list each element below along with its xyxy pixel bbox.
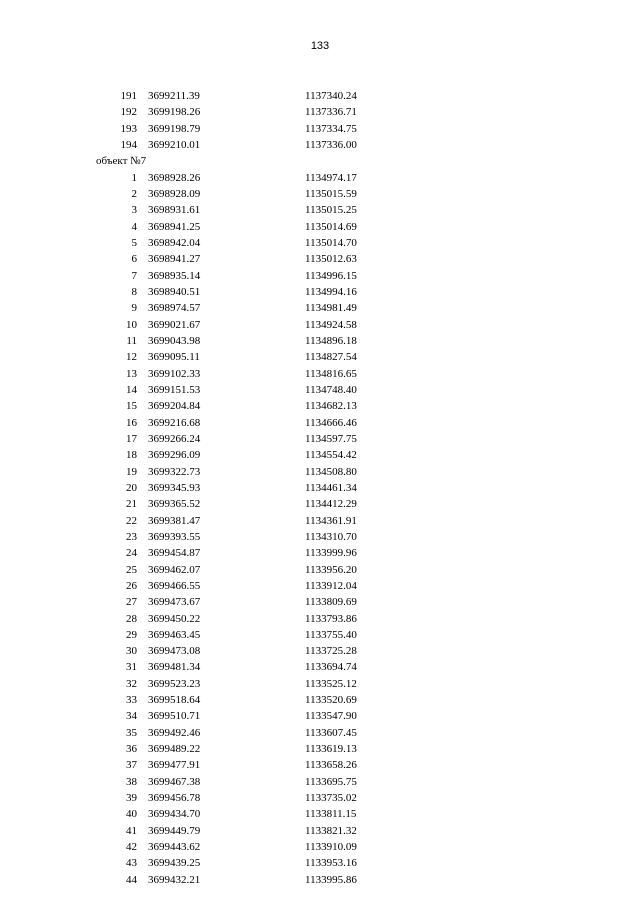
section-header-row [0, 153, 640, 169]
coordinate-row [0, 611, 640, 627]
point-number: 44 [126, 873, 137, 886]
coordinate-y: 1133525.12 [305, 677, 357, 690]
coordinate-y: 1133953.16 [305, 857, 357, 870]
coordinate-x: 3699454.87 [148, 547, 201, 560]
point-number: 23 [126, 530, 137, 543]
coordinate-x: 3699439.25 [148, 857, 201, 870]
coordinate-row [0, 741, 640, 757]
coordinate-row [0, 496, 640, 512]
coordinate-x: 3698928.09 [148, 187, 201, 200]
point-number: 29 [126, 628, 137, 641]
coordinate-x: 3699211.39 [148, 90, 200, 102]
coordinate-x: 3699473.08 [148, 645, 201, 658]
point-number: 25 [126, 563, 137, 576]
point-number: 18 [126, 449, 137, 462]
coordinate-row [0, 235, 640, 251]
point-number: 10 [126, 318, 137, 331]
coordinate-row [0, 251, 640, 267]
point-number: 2 [131, 187, 137, 200]
point-number: 32 [126, 677, 137, 690]
coordinate-x: 3699492.46 [148, 726, 201, 739]
point-number: 9 [131, 302, 137, 315]
coordinate-row [0, 284, 640, 300]
coordinate-y: 1134974.17 [305, 171, 357, 184]
coordinate-y: 1133999.96 [305, 547, 357, 560]
point-number: 41 [126, 824, 137, 837]
coordinate-x: 3698931.61 [148, 204, 201, 217]
coordinate-row [0, 186, 640, 202]
coordinate-x: 3699443.62 [148, 841, 201, 854]
coordinate-x: 3698974.57 [148, 302, 201, 315]
coordinate-y: 1135012.63 [305, 253, 357, 266]
point-number: 20 [126, 481, 137, 494]
coordinate-x: 3698941.25 [148, 220, 201, 233]
coordinate-y: 1134682.13 [305, 400, 357, 413]
coordinate-row [0, 562, 640, 578]
coordinate-x: 3699198.79 [148, 122, 201, 135]
coordinate-y: 1133811.15 [305, 808, 357, 821]
point-number: 8 [131, 285, 137, 298]
point-number: 39 [126, 792, 137, 805]
coordinate-y: 1133607.45 [305, 726, 357, 739]
point-number: 35 [126, 726, 137, 739]
coordinate-x: 3699432.21 [148, 873, 201, 886]
coordinate-row [0, 88, 640, 104]
coordinate-row [0, 839, 640, 855]
coordinate-x: 3698940.51 [148, 285, 201, 298]
coordinate-row [0, 513, 640, 529]
coordinate-y: 1133694.74 [305, 661, 357, 674]
coordinate-row [0, 480, 640, 496]
coordinate-row [0, 349, 640, 365]
coordinate-y: 1134597.75 [305, 432, 357, 445]
coordinate-y: 1134827.54 [305, 351, 357, 364]
coordinate-row [0, 872, 640, 888]
point-number: 22 [126, 514, 137, 527]
coordinate-row [0, 725, 640, 741]
coordinate-list [0, 88, 640, 888]
coordinate-y: 1135014.70 [305, 236, 357, 249]
coordinate-x: 3699456.78 [148, 792, 201, 805]
coordinate-row [0, 676, 640, 692]
coordinate-row [0, 104, 640, 120]
point-number: 191 [120, 90, 137, 102]
coordinate-y: 1134896.18 [305, 334, 357, 347]
coordinate-row [0, 855, 640, 871]
coordinate-y: 1134816.65 [305, 367, 357, 380]
point-number: 193 [120, 122, 137, 135]
point-number: 3 [131, 204, 137, 217]
coordinate-row [0, 398, 640, 414]
coordinate-x: 3699450.22 [148, 612, 201, 625]
coordinate-row [0, 643, 640, 659]
coordinate-y: 1137336.00 [305, 138, 357, 151]
point-number: 6 [131, 253, 137, 266]
coordinate-x: 3699021.67 [148, 318, 201, 331]
coordinate-x: 3699216.68 [148, 416, 201, 429]
coordinate-y: 1133793.86 [305, 612, 357, 625]
coordinate-row [0, 594, 640, 610]
coordinate-x: 3699198.26 [148, 106, 201, 119]
point-number: 42 [126, 841, 137, 854]
coordinate-x: 3699210.01 [148, 138, 201, 151]
point-number: 27 [126, 596, 137, 609]
coordinate-y: 1133658.26 [305, 759, 357, 772]
coordinate-x: 3699393.55 [148, 530, 201, 543]
coordinate-y: 1134994.16 [305, 285, 357, 298]
coordinate-y: 1134748.40 [305, 383, 357, 396]
coordinate-x: 3699043.98 [148, 334, 201, 347]
point-number: 194 [120, 138, 137, 151]
coordinate-row [0, 545, 640, 561]
coordinate-x: 3699204.84 [148, 400, 201, 413]
coordinate-y: 1135014.69 [305, 220, 357, 233]
coordinate-y: 1137334.75 [305, 122, 357, 135]
coordinate-y: 1133619.13 [305, 743, 357, 756]
coordinate-y: 1133695.75 [305, 775, 357, 788]
point-number: 31 [126, 661, 137, 674]
coordinate-x: 3699095.11 [148, 351, 200, 364]
coordinate-x: 3699381.47 [148, 514, 201, 527]
point-number: 16 [126, 416, 137, 429]
coordinate-row [0, 578, 640, 594]
coordinate-y: 1137340.24 [305, 90, 357, 102]
coordinate-row [0, 790, 640, 806]
coordinate-x: 3699523.23 [148, 677, 201, 690]
coordinate-row [0, 627, 640, 643]
coordinate-y: 1135015.59 [305, 187, 357, 200]
coordinate-row [0, 659, 640, 675]
point-number: 21 [126, 498, 137, 511]
coordinate-x: 3699266.24 [148, 432, 201, 445]
coordinate-y: 1134996.15 [305, 269, 357, 282]
coordinate-y: 1134554.42 [305, 449, 357, 462]
point-number: 7 [131, 269, 137, 282]
coordinate-y: 1134508.80 [305, 465, 357, 478]
point-number: 34 [126, 710, 137, 723]
point-number: 33 [126, 694, 137, 707]
point-number: 1 [131, 171, 137, 184]
point-number: 192 [120, 106, 137, 119]
coordinate-y: 1133910.09 [305, 841, 357, 854]
coordinate-row [0, 415, 640, 431]
point-number: 28 [126, 612, 137, 625]
coordinate-row [0, 431, 640, 447]
point-number: 11 [126, 334, 137, 347]
coordinate-y: 1133956.20 [305, 563, 357, 576]
coordinate-y: 1137336.71 [305, 106, 357, 119]
coordinate-row [0, 137, 640, 153]
coordinate-y: 1133809.69 [305, 596, 357, 609]
point-number: 38 [126, 775, 137, 788]
coordinate-x: 3699365.52 [148, 498, 201, 511]
coordinate-row [0, 333, 640, 349]
coordinate-y: 1133725.28 [305, 645, 357, 658]
coordinate-y: 1134461.34 [305, 481, 357, 494]
point-number: 19 [126, 465, 137, 478]
coordinate-row [0, 464, 640, 480]
point-number: 15 [126, 400, 137, 413]
coordinate-row [0, 317, 640, 333]
coordinate-y: 1133755.40 [305, 628, 357, 641]
coordinate-x: 3699296.09 [148, 449, 201, 462]
coordinate-y: 1134361.91 [305, 514, 357, 527]
coordinate-x: 3699489.22 [148, 743, 201, 756]
coordinate-y: 1134666.46 [305, 416, 357, 429]
coordinate-row [0, 806, 640, 822]
point-number: 26 [126, 579, 137, 592]
point-number: 17 [126, 432, 137, 445]
coordinate-row [0, 219, 640, 235]
coordinate-row [0, 692, 640, 708]
coordinate-row [0, 382, 640, 398]
coordinate-y: 1134412.29 [305, 498, 357, 511]
coordinate-y: 1133735.02 [305, 792, 357, 805]
point-number: 37 [126, 759, 137, 772]
coordinate-y: 1134981.49 [305, 302, 357, 315]
coordinate-row [0, 447, 640, 463]
coordinate-row [0, 774, 640, 790]
coordinate-x: 3699466.55 [148, 579, 201, 592]
coordinate-row [0, 170, 640, 186]
point-number: 13 [126, 367, 137, 380]
coordinate-x: 3699510.71 [148, 710, 201, 723]
coordinate-row [0, 529, 640, 545]
coordinate-x: 3699434.70 [148, 808, 201, 821]
point-number: 4 [131, 220, 137, 233]
coordinate-row [0, 121, 640, 137]
coordinate-y: 1135015.25 [305, 204, 357, 217]
point-number: 5 [131, 236, 137, 249]
coordinate-row [0, 757, 640, 773]
coordinate-x: 3699467.38 [148, 775, 201, 788]
page-number: 133 [310, 40, 330, 52]
coordinate-x: 3699345.93 [148, 481, 201, 494]
coordinate-row [0, 823, 640, 839]
coordinate-x: 3699462.07 [148, 563, 201, 576]
coordinate-y: 1133547.90 [305, 710, 357, 723]
point-number: 40 [126, 808, 137, 821]
coordinate-x: 3699322.73 [148, 465, 201, 478]
point-number: 12 [126, 351, 137, 364]
coordinate-x: 3698928.26 [148, 171, 201, 184]
coordinate-row [0, 708, 640, 724]
coordinate-row [0, 268, 640, 284]
coordinate-row [0, 202, 640, 218]
coordinate-x: 3699151.53 [148, 383, 201, 396]
coordinate-x: 3699463.45 [148, 628, 201, 641]
point-number: 36 [126, 743, 137, 756]
coordinate-y: 1133995.86 [305, 873, 357, 886]
coordinate-x: 3699449.79 [148, 824, 201, 837]
coordinate-y: 1134924.58 [305, 318, 357, 331]
coordinate-x: 3698941.27 [148, 253, 201, 266]
coordinate-row [0, 366, 640, 382]
coordinate-x: 3699518.64 [148, 694, 201, 707]
coordinate-y: 1133821.32 [305, 824, 357, 837]
coordinate-row [0, 300, 640, 316]
coordinate-x: 3699102.33 [148, 367, 201, 380]
coordinate-x: 3699473.67 [148, 596, 201, 609]
coordinate-y: 1134310.70 [305, 530, 357, 543]
section-label: объект №7 [96, 155, 147, 168]
point-number: 30 [126, 645, 137, 658]
coordinate-y: 1133520.69 [305, 694, 357, 707]
coordinate-y: 1133912.04 [305, 579, 357, 592]
coordinate-x: 3698942.04 [148, 236, 201, 249]
coordinate-x: 3699477.91 [148, 759, 201, 772]
coordinate-x: 3699481.34 [148, 661, 201, 674]
point-number: 24 [126, 547, 137, 560]
coordinate-x: 3698935.14 [148, 269, 201, 282]
point-number: 14 [126, 383, 137, 396]
point-number: 43 [126, 857, 137, 870]
